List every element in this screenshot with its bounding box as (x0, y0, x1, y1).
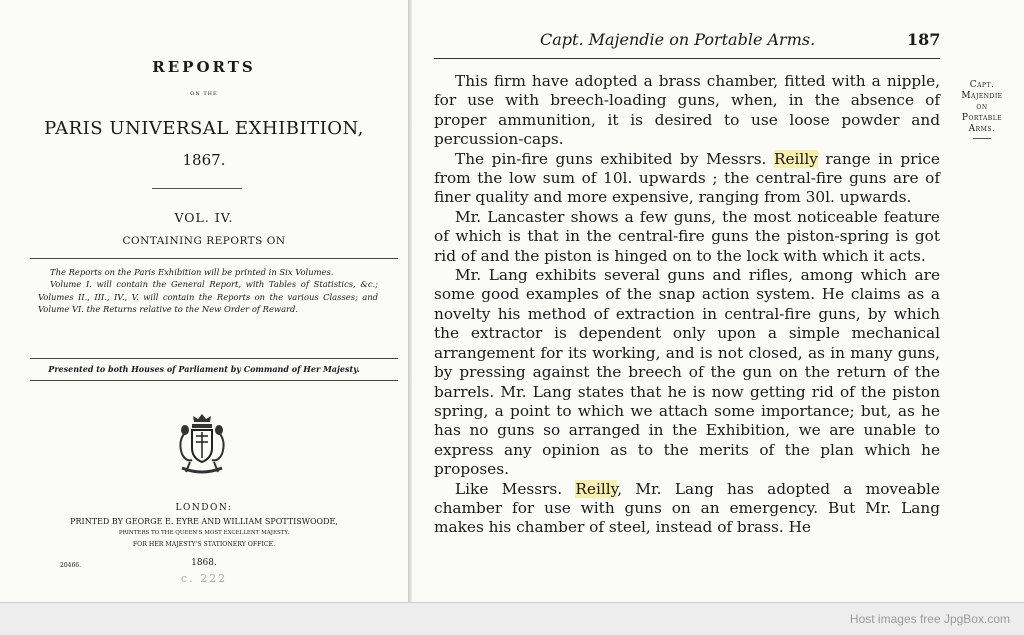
paragraph (434, 480, 940, 538)
paragraph: Mr. Lang exhibits several guns and rifles, among which are some good examples of the snap action system. He claims as a novelty his method of extraction in central-fire guns, by which the extractor is dependent only upon a simple mechanical arrangement for its working, and is not closed, as in many guns, by pressing against the breech of the gun on the return of the barrels. Mr. Lang states that he is now getting rid of the piston spring, a point to which we attach some importance; but, as he has no guns so arranged in the Exhibition, we are unable to express any opinion as to the merits of the plan which he proposes. (434, 266, 940, 479)
print-number: 20466. (60, 562, 81, 569)
paragraph: This firm have adopted a brass chamber, fitted with a nipple, for use with breech-loading guns, when, in the absence of proper ammunition, it is desired to use loose powder and percussion-caps. (434, 72, 940, 149)
divider (30, 258, 398, 259)
notice-paragraph: The Reports on the Paris Exhibition will be printed in Six Volumes. (50, 267, 334, 277)
margin-note-line: Portable (961, 113, 1003, 123)
royal-coat-of-arms-icon (172, 410, 232, 480)
text-span: Like Messrs. (455, 479, 563, 498)
page-number: 187 (907, 30, 941, 49)
containing-label: CONTAINING REPORTS ON (122, 235, 286, 247)
divider (30, 358, 398, 359)
margin-note-line: Majendie (961, 91, 1003, 101)
margin-note-rule (973, 138, 991, 139)
presented-line: Presented to both Houses of Parliament by Command of Her Majesty. (48, 364, 360, 374)
right-page (412, 0, 1024, 602)
title-on-the: ON THE (190, 91, 218, 97)
search-highlight: Reilly (575, 479, 618, 498)
header-rule (434, 58, 940, 59)
imprint-printer: PRINTED BY GEORGE E. EYRE AND WILLIAM SPOTTISWOODE, (70, 517, 338, 526)
margin-note (948, 80, 1016, 139)
host-link[interactable]: Host images free JpgBox.com (849, 612, 1010, 626)
title-exhibition: PARIS UNIVERSAL EXHIBITION, (44, 118, 364, 139)
volume-label: VOL. IV. (174, 210, 234, 225)
body-text (434, 72, 940, 538)
title-reports: REPORTS (152, 58, 256, 76)
margin-note-line: Arms. (968, 124, 996, 134)
notice-paragraph: Volume I. will contain the General Report, with Tables of Statistics, &c.; Volumes II., III., IV., V. will contain the Reports on the various Classes; and Volume VI. the Returns relative to the New Order of Reward. (38, 279, 378, 315)
imprint-printers-to: PRINTERS TO THE QUEEN'S MOST EXCELLENT MAJESTY. (118, 530, 290, 536)
pencil-annotation: c. 222 (180, 572, 228, 585)
text-span: , Mr. Lang has adopted a moveable chamber for use with guns on an emergency. But Mr. Lang makes his chamber of steel, instead of brass. He (434, 479, 940, 537)
left-page (0, 0, 409, 602)
margin-note-line: Capt. (969, 80, 995, 90)
paragraph (434, 150, 940, 208)
divider (152, 188, 242, 189)
text-span: The pin-fire guns exhibited by Messrs. (455, 149, 767, 168)
footer-bar (0, 602, 1024, 635)
running-head: Capt. Majendie on Portable Arms. (540, 30, 816, 49)
search-highlight: Reilly (773, 149, 818, 168)
imprint-place: LONDON: (175, 503, 233, 513)
imprint-year: 1868. (191, 558, 217, 568)
title-year: 1867. (182, 151, 226, 169)
volumes-notice (38, 266, 378, 316)
imprint-stationery: FOR HER MAJESTY'S STATIONERY OFFICE. (132, 541, 276, 548)
margin-note-line: on (976, 102, 988, 112)
text-span: range in price from the low sum of 10l. upwards ; the central-fire guns are of finer quality and more expensive, ranging from 30l. upwards. (434, 149, 940, 207)
divider (30, 380, 398, 381)
paragraph: Mr. Lancaster shows a few guns, the most noticeable feature of which is that in the central-fire guns the piston-spring is got rid of and the piston is hinged on to the lock with which it acts. (434, 207, 940, 265)
